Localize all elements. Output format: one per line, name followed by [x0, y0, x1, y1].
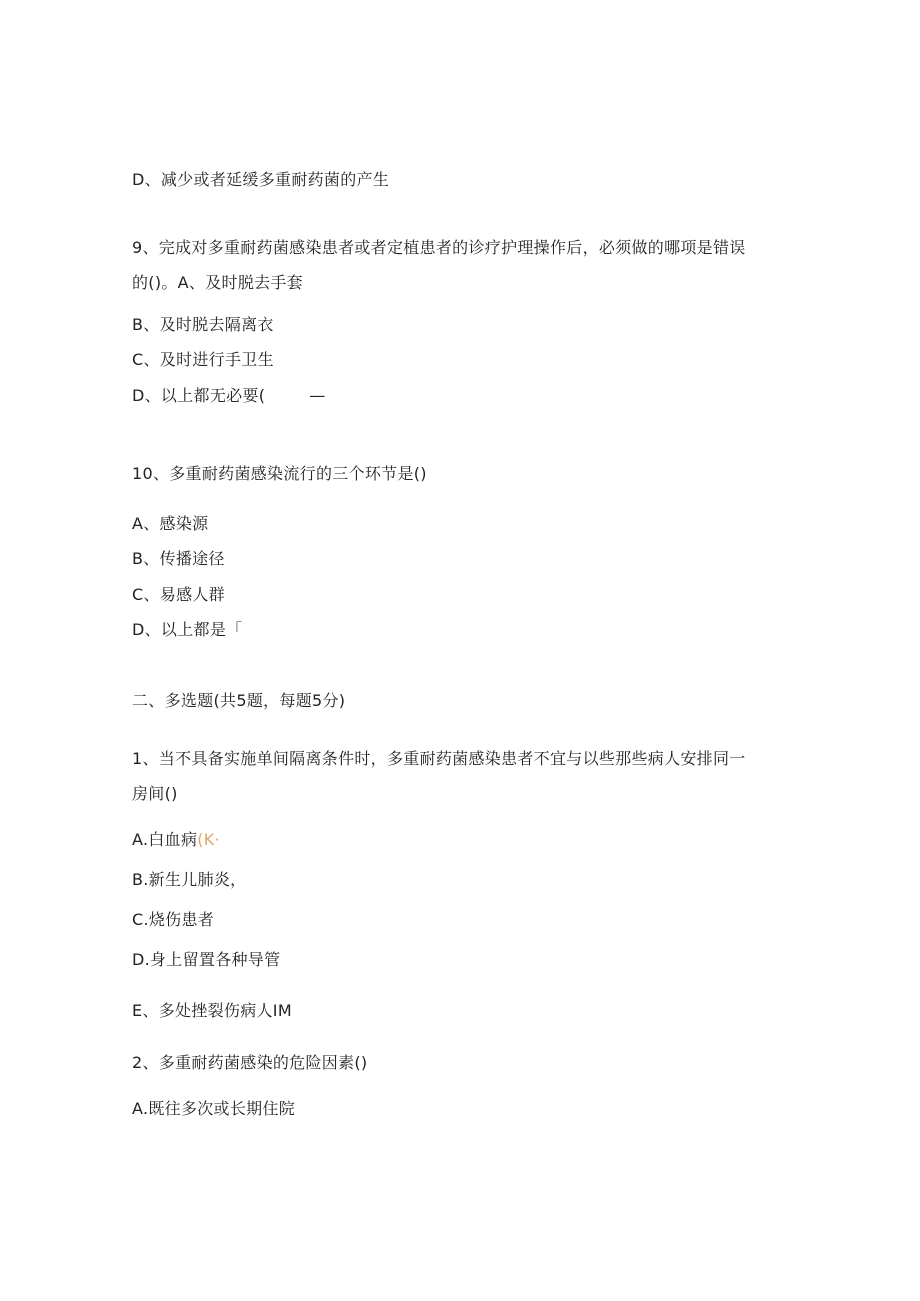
mq1-option-a-text: A.白血病 [132, 830, 198, 849]
q9-option-c: C、及时进行手卫生 [132, 350, 274, 369]
mq1-option-a-mark: (K· [197, 830, 220, 849]
q10-option-c: C、易感人群 [132, 585, 225, 604]
q9-option-d-text: D、以上都无必要( [132, 386, 266, 405]
q9-option-d [132, 386, 326, 406]
section2-heading: 二、多选题(共5题，每题5分) [132, 691, 346, 710]
q10-stem: 10、多重耐药菌感染流行的三个环节是() [132, 464, 427, 483]
mq1-option-a [132, 830, 220, 850]
mq2-option-a: A.既往多次或长期住院 [132, 1099, 296, 1118]
q10-option-d: D、以上都是「 [132, 620, 243, 639]
mq1-option-d: D.身上留置各种导管 [132, 950, 281, 969]
mq1-option-c: C.烧伤患者 [132, 910, 215, 929]
q8-option-d: D、减少或者延缓多重耐药菌的产生 [132, 170, 390, 189]
q9-stem-line1: 9、完成对多重耐药菌感染患者或者定植患者的诊疗护理操作后，必须做的哪项是错误 [132, 238, 746, 257]
q9-stem-line2: 的()。A、及时脱去手套 [132, 273, 304, 292]
mq2-stem: 2、多重耐药菌感染的危险因素() [132, 1053, 368, 1072]
q10-option-b: B、传播途径 [132, 549, 225, 568]
mq1-option-e: E、多处挫裂伤病人IM [132, 1001, 292, 1020]
mq1-option-b: B.新生儿肺炎， [132, 870, 247, 889]
q9-option-d-mark: — [309, 386, 326, 405]
mq1-stem-line1: 1、当不具备实施单间隔离条件时，多重耐药菌感染患者不宜与以些那些病人安排同一 [132, 749, 746, 768]
q10-option-a: A、感染源 [132, 514, 209, 533]
mq1-stem-line2: 房间() [132, 784, 178, 803]
q9-option-b: B、及时脱去隔离衣 [132, 315, 274, 334]
